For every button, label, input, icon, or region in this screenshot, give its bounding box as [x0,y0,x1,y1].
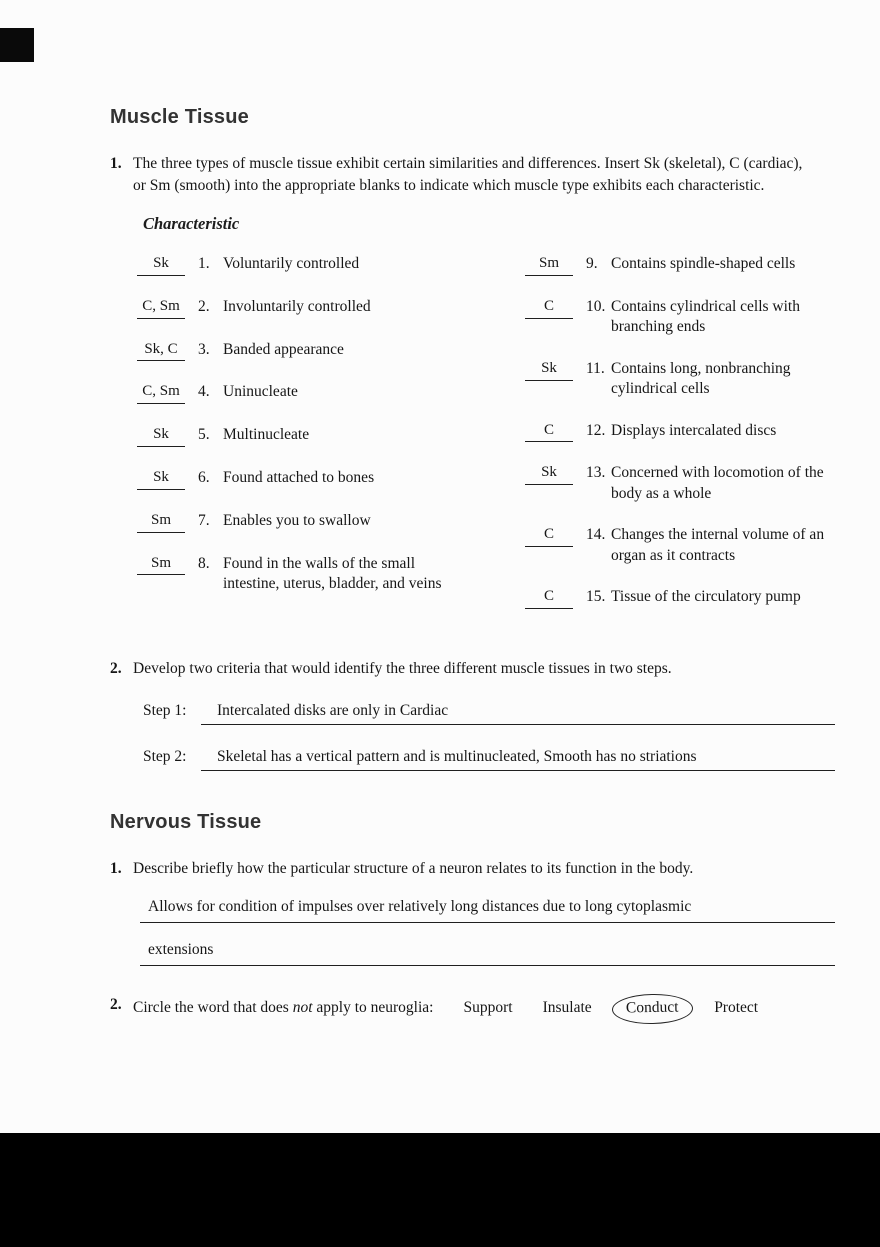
answer-blank [525,525,573,547]
item-number: 6. [198,468,210,486]
answer-text: C [543,421,554,438]
question-text: The three types of muscle tissue exhibit certain similarities and differences. Insert Sk (skeletal), C (cardiac), or Sm (smooth) into the appropriate blanks to indicate which muscle type exhibits each characteristic. [133,155,803,194]
question-text-not: not [292,999,313,1017]
answer-blank [525,421,573,443]
item-text: Found attached to bones [223,468,375,486]
item-text: Contains cylindrical cells with branching ends [611,297,800,336]
answer-blank [137,297,185,319]
answer-blank [137,254,185,276]
answer-blank [137,340,185,362]
item-number: 15. [586,588,606,606]
item-text: Uninucleate [223,383,298,401]
scan-corner-mark [0,28,34,62]
item-text: Tissue of the circulatory pump [611,588,801,606]
characteristic-item [137,254,525,276]
answer-text: Sk [153,426,169,443]
answer-blank [525,463,573,485]
item-number: 4. [198,383,210,401]
answer-text: C [543,526,554,543]
step-2-answer: Skeletal has a vertical pattern and is multinucleated, Smooth has no striations [217,748,697,766]
answer-blank [137,468,185,490]
answer-text: Sm [538,255,559,271]
question-number: 1. [110,860,122,878]
answer-blank [137,382,185,404]
option-protect: Protect [714,999,759,1017]
step-2-label: Step 2: [143,748,187,766]
characteristic-item [525,254,835,276]
answer-text: Sm [150,511,171,528]
item-number: 12. [586,421,606,439]
item-text: Involuntarily controlled [223,297,371,315]
item-number: 7. [198,511,210,529]
question-number: 1. [110,155,122,172]
characteristic-item [525,463,835,504]
answer-text: Sk [153,468,169,485]
muscle-question-1 [110,153,835,197]
item-text: Displays intercalated discs [611,421,777,439]
muscle-question-2 [110,658,835,680]
item-number: 13. [586,464,606,482]
nervous-question-1 [110,858,835,880]
nervous-tissue-heading: Nervous Tissue [110,811,262,834]
item-text: Contains long, nonbranching cylindrical cells [611,359,791,398]
question-text-prefix: Circle the word that does [133,999,293,1017]
circle-annotation [611,993,692,1024]
nervous-q1-answer-line-1 [140,898,835,923]
item-number: 1. [198,255,210,272]
answer-text: C [543,588,554,605]
item-number: 3. [198,340,210,358]
characteristics-left-column [137,254,525,630]
step-1-answer-line [201,702,835,725]
characteristic-item [525,587,835,609]
answer-blank [137,554,185,576]
question-text-suffix: apply to neuroglia: [312,999,434,1017]
characteristic-item [525,421,835,443]
answer-text: Allows for condition of impulses over relatively long distances due to long cytoplasmic [148,898,692,916]
item-number: 11. [586,359,605,377]
step-1-answer: Intercalated disks are only in Cardiac [217,702,449,720]
question-text: Develop two criteria that would identify the three different muscle tissues in two steps. [133,660,672,678]
item-number: 14. [586,526,606,544]
answer-blank [525,587,573,609]
item-text: Changes the internal volume of an organ as it contracts [611,526,825,564]
item-text: Contains spindle-shaped cells [611,255,796,272]
option-support: Support [463,999,513,1017]
answer-text: Sk [541,464,557,481]
characteristic-item [525,359,835,400]
item-text: Voluntarily controlled [223,255,360,272]
answer-text: Sk, C [144,340,178,357]
question-text [133,994,835,1024]
nervous-question-2 [110,994,835,1024]
step-2-answer-line [201,748,835,771]
answer-blank [525,254,573,276]
question-number: 2. [110,660,122,678]
answer-blank [137,511,185,533]
item-number: 5. [198,426,210,444]
option-insulate: Insulate [542,999,592,1017]
step-1-row [143,702,835,725]
answer-blank [525,297,573,319]
answer-blank [525,359,573,381]
characteristic-heading: Characteristic [143,214,240,233]
answer-text: Sk [541,359,557,376]
characteristic-item [137,511,525,533]
step-1-label: Step 1: [143,702,187,720]
item-number: 10. [586,297,606,315]
characteristic-item [137,425,525,447]
characteristics-columns [137,254,835,630]
characteristic-item [137,297,525,319]
answer-blank [137,425,185,447]
question-number: 2. [110,996,122,1014]
item-number: 8. [198,554,210,572]
characteristics-right-column [525,254,835,630]
question-text: Describe briefly how the particular structure of a neuron relates to its function in the body. [133,860,694,878]
answer-text: Sm [150,554,171,571]
item-text: Enables you to swallow [223,511,371,529]
item-text: Concerned with locomotion of the body as a whole [611,464,824,502]
item-text: Banded appearance [223,340,344,358]
muscle-tissue-heading: Muscle Tissue [110,106,249,128]
item-number: 2. [198,297,210,315]
characteristic-item [525,525,835,566]
criteria-steps [143,702,835,771]
item-text: Found in the walls of the small intestine, uterus, bladder, and veins [223,554,442,593]
characteristic-item [525,297,835,338]
characteristic-item [137,382,525,404]
answer-text: C, Sm [142,383,180,400]
answer-text: extensions [148,941,214,959]
characteristic-item [137,340,525,362]
option-conduct: Conduct [625,998,679,1017]
item-text: Multinucleate [223,426,310,444]
characteristic-item [137,468,525,490]
item-number: 9. [586,255,598,272]
step-2-row [143,748,835,771]
characteristic-item [137,554,525,595]
answer-text: Sk [153,255,169,271]
nervous-q1-answer-line-2 [140,941,835,966]
answer-text: C [543,297,554,314]
answer-text: C, Sm [142,297,180,314]
